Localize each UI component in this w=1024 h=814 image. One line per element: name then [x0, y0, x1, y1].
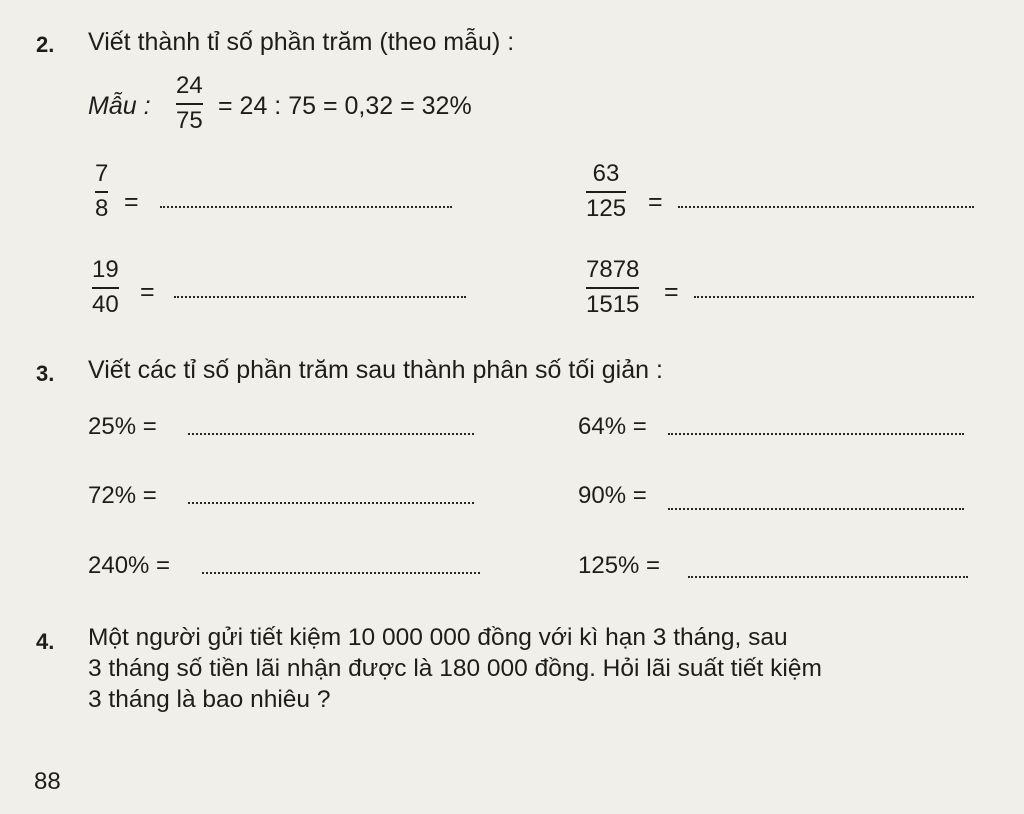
sample-label: Mẫu :: [88, 92, 151, 120]
fraction-7-8: [95, 160, 108, 223]
exercise-4-line: 3 tháng là bao nhiêu ?: [88, 686, 331, 713]
denominator: 40: [92, 291, 119, 318]
numerator: 7: [95, 160, 109, 187]
denominator: 8: [95, 195, 109, 222]
answer-blank-64[interactable]: [668, 433, 964, 435]
exercise-3-number: 3.: [36, 361, 55, 386]
answer-blank-7-8[interactable]: [160, 206, 452, 208]
equals-sign: =: [124, 188, 139, 216]
page-number: 88: [34, 768, 61, 795]
numerator: 63: [592, 160, 620, 187]
numerator: 19: [92, 256, 119, 283]
denominator: 1515: [586, 291, 640, 318]
denominator: 125: [586, 195, 627, 222]
fraction-bar: [92, 287, 119, 289]
sample-computation: = 24 : 75 = 0,32 = 32%: [218, 92, 472, 120]
sample-fraction: [176, 72, 203, 135]
fraction-bar: [176, 103, 203, 105]
equals-sign: =: [664, 278, 679, 306]
percent-25: 25% =: [88, 413, 157, 440]
sample-numerator: 24: [176, 72, 203, 99]
fraction-bar: [586, 191, 626, 193]
fraction-bar: [586, 287, 639, 289]
fraction-19-40: [92, 256, 119, 319]
answer-blank-125[interactable]: [688, 576, 968, 578]
exercise-2-number: 2.: [36, 32, 55, 57]
exercise-4-number: 4.: [36, 629, 55, 654]
equals-sign: =: [648, 188, 663, 216]
percent-90: 90% =: [578, 482, 647, 509]
exercise-4-line: 3 tháng số tiền lãi nhận được là 180 000 đồng. Hỏi lãi suất tiết kiệm: [88, 655, 822, 682]
answer-blank-72[interactable]: [188, 502, 474, 504]
exercise-4-line: Một người gửi tiết kiệm 10 000 000 đồng với kì hạn 3 tháng, sau: [88, 624, 788, 651]
exercise-4-text: [88, 622, 978, 715]
answer-blank-7878-1515[interactable]: [694, 296, 974, 298]
percent-125: 125% =: [578, 552, 661, 579]
answer-blank-25[interactable]: [188, 433, 474, 435]
answer-blank-90[interactable]: [668, 508, 964, 510]
fraction-7878-1515: [586, 256, 639, 319]
percent-240: 240% =: [88, 552, 171, 579]
exercise-2-title: Viết thành tỉ số phần trăm (theo mẫu) :: [88, 28, 515, 56]
percent-72: 72% =: [88, 482, 157, 509]
answer-blank-19-40[interactable]: [174, 296, 466, 298]
fraction-63-125: [586, 160, 626, 223]
percent-64: 64% =: [578, 413, 647, 440]
answer-blank-63-125[interactable]: [678, 206, 974, 208]
numerator: 7878: [586, 256, 640, 283]
fraction-bar: [95, 191, 108, 193]
equals-sign: =: [140, 278, 155, 306]
exercise-3-title: Viết các tỉ số phần trăm sau thành phân số tối giản :: [88, 356, 663, 384]
sample-denominator: 75: [176, 107, 203, 134]
answer-blank-240[interactable]: [202, 572, 480, 574]
